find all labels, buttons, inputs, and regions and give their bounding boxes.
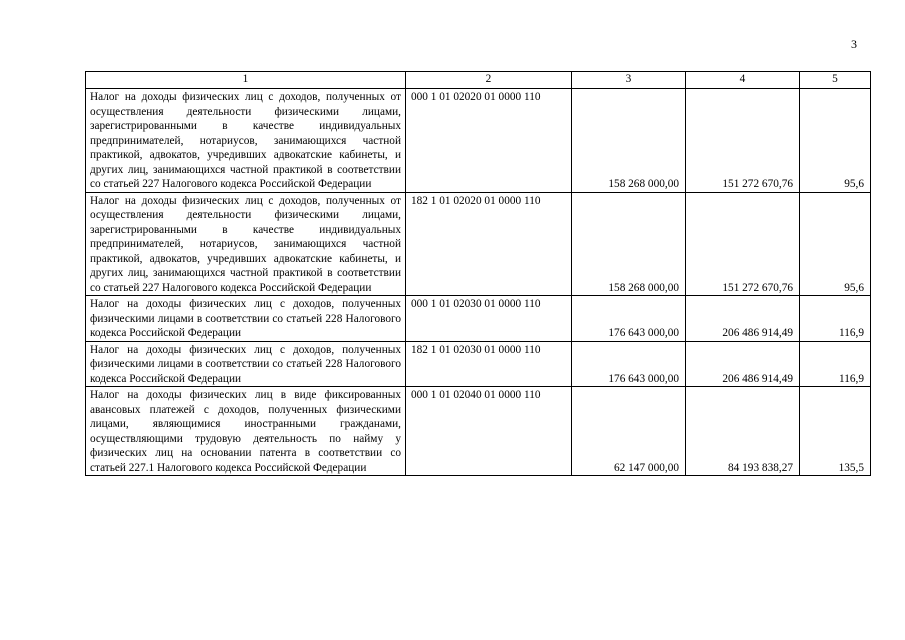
- page-number: 3: [851, 37, 857, 51]
- actual-amount: 84 193 838,27: [686, 387, 800, 476]
- execution-percent: 116,9: [800, 296, 871, 342]
- budget-code: 182 1 01 02030 01 0000 110: [406, 341, 572, 387]
- column-header: 3: [572, 72, 686, 89]
- revenue-table: [85, 71, 871, 476]
- planned-amount: 158 268 000,00: [572, 192, 686, 296]
- income-name: Налог на доходы физических лиц в виде фиксированных авансовых платежей с доходов, полученных физическими лицами, являющимися иностранными гражданами, осуществляющими трудовую деятельность по найму у физических лиц на основании патента в соответствии со статьей 227.1 Налогового кодекса Российской Федерации: [86, 387, 406, 476]
- execution-percent: 116,9: [800, 341, 871, 387]
- column-header: 4: [686, 72, 800, 89]
- column-header: 5: [800, 72, 871, 89]
- execution-percent: 95,6: [800, 89, 871, 193]
- column-header: 2: [406, 72, 572, 89]
- budget-code: 000 1 01 02020 01 0000 110: [406, 89, 572, 193]
- column-header: 1: [86, 72, 406, 89]
- table-row: [86, 341, 871, 387]
- planned-amount: 158 268 000,00: [572, 89, 686, 193]
- execution-percent: 95,6: [800, 192, 871, 296]
- table-row: [86, 192, 871, 296]
- income-name: Налог на доходы физических лиц с доходов, полученных физическими лицами в соответствии со статьей 228 Налогового кодекса Российской Федерации: [86, 296, 406, 342]
- actual-amount: 206 486 914,49: [686, 296, 800, 342]
- budget-code: 000 1 01 02040 01 0000 110: [406, 387, 572, 476]
- planned-amount: 176 643 000,00: [572, 341, 686, 387]
- budget-code: 182 1 01 02020 01 0000 110: [406, 192, 572, 296]
- actual-amount: 151 272 670,76: [686, 192, 800, 296]
- table-row: [86, 296, 871, 342]
- table-row: [86, 387, 871, 476]
- actual-amount: 206 486 914,49: [686, 341, 800, 387]
- table-header-row: [86, 72, 871, 89]
- budget-code: 000 1 01 02030 01 0000 110: [406, 296, 572, 342]
- actual-amount: 151 272 670,76: [686, 89, 800, 193]
- income-name: Налог на доходы физических лиц с доходов, полученных от осуществления деятельности физическими лицами, зарегистрированными в качестве индивидуальных предпринимателей, нотариусов, занимающихся частной практикой, адвокатов, учредивших адвокатские кабинеты, и других лиц, занимающихся частной практикой в соответствии со статьей 227 Налогового кодекса Российской Федерации: [86, 192, 406, 296]
- planned-amount: 176 643 000,00: [572, 296, 686, 342]
- income-name: Налог на доходы физических лиц с доходов, полученных от осуществления деятельности физическими лицами, зарегистрированными в качестве индивидуальных предпринимателей, нотариусов, занимающихся частной практикой, адвокатов, учредивших адвокатские кабинеты, и других лиц, занимающихся частной практикой в соответствии со статьей 227 Налогового кодекса Российской Федерации: [86, 89, 406, 193]
- table-row: [86, 89, 871, 193]
- planned-amount: 62 147 000,00: [572, 387, 686, 476]
- execution-percent: 135,5: [800, 387, 871, 476]
- income-name: Налог на доходы физических лиц с доходов, полученных физическими лицами в соответствии со статьей 228 Налогового кодекса Российской Федерации: [86, 341, 406, 387]
